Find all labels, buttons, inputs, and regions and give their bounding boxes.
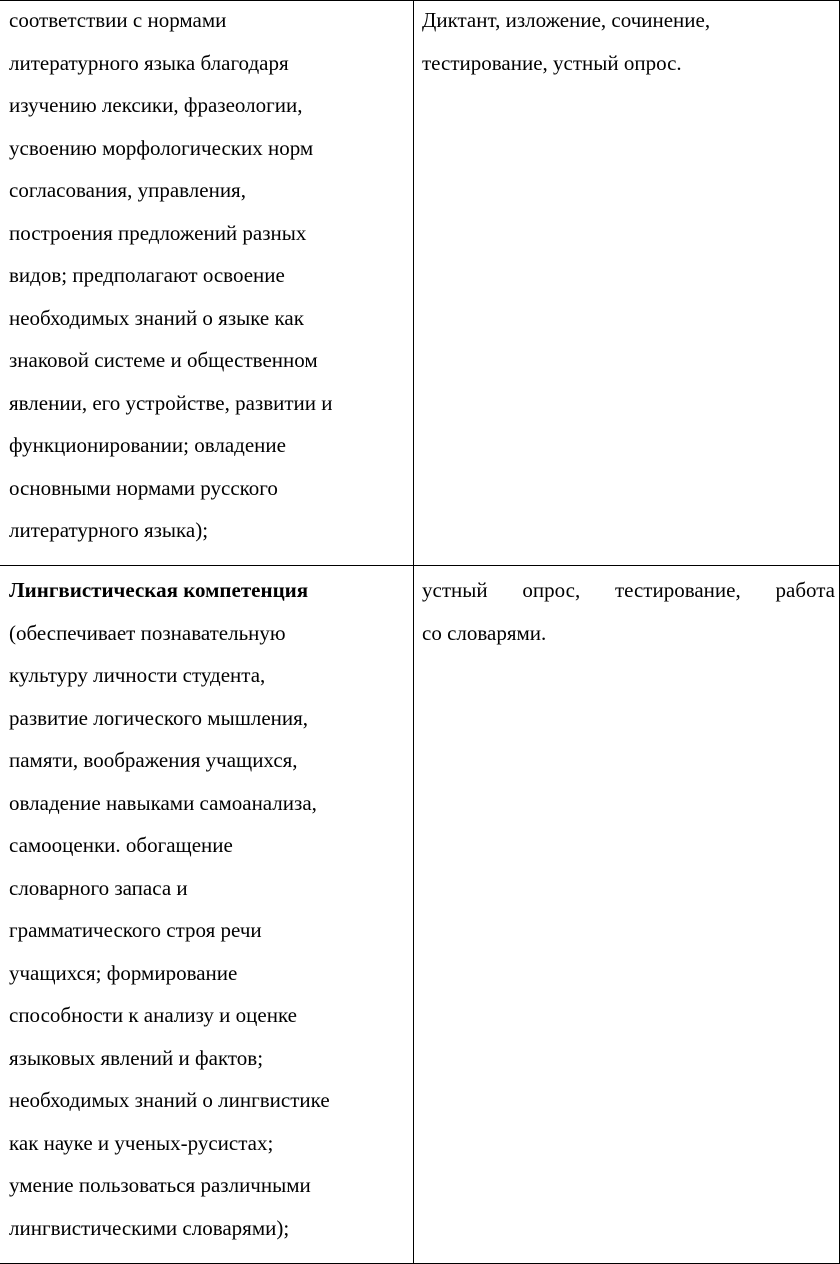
text-line: развитие логического мышления, [9,705,309,730]
competency-heading: Лингвистическая компетенция [9,578,309,602]
text-line: Диктант, изложение, сочинение, [422,8,711,32]
table-row [0,566,840,1264]
text-line: явлении, его устройстве, развитии и [9,390,333,415]
text-line: необходимых знаний о языке как [9,305,304,330]
text-line: языковых явлений и фактов; [9,1045,264,1070]
text-word: устный [422,578,488,602]
text-line: овладение навыками самоанализа, [9,790,317,815]
text-line: усвоению морфологических норм [9,135,314,160]
text-line: согласования, управления, [9,178,246,202]
text-word: тестирование, [614,578,741,602]
text-line: соответствии с нормами [9,8,227,32]
text-line: лингвистическими словарями); [9,1215,290,1240]
assessment-forms-text [422,0,839,84]
text-line: знаковой системе и общественном [9,348,318,372]
assessment-forms-cell [414,1,840,566]
text-line: изучению лексики, фразеологии, [9,93,303,117]
text-line: тестирование, устный опрос. [422,50,682,75]
text-line: литературного языка); [9,518,209,542]
text-line: основными нормами русского [9,475,278,500]
competency-description-cell [0,566,414,1264]
text-line: функционировании; овладение [9,433,286,457]
assessment-forms-cell [414,566,840,1264]
text-line: способности к анализу и оценке [9,1003,297,1027]
text-line: со словарями. [422,620,547,645]
text-line: культуру личности студента, [9,663,266,687]
text-line: видов; предполагают освоение [9,263,285,287]
table-row [0,1,840,566]
text-line: необходимых знаний о лингвистике [9,1088,330,1112]
text-line: литературного языка благодаря [9,50,289,75]
competency-description-text [9,0,407,552]
text-line: (обеспечивает познавательную [9,620,286,645]
text-line: как науке и ученых-русистах; [9,1130,274,1155]
justified-text-line [422,569,839,612]
text-word: опрос, [522,578,581,602]
text-line: грамматического строя речи [9,918,262,942]
text-word: работа [775,578,835,602]
text-line: памяти, воображения учащихся, [9,748,298,772]
text-line: построения предложений разных [9,220,307,245]
text-line: учащихся; формирование [9,960,238,985]
text-line: умение пользоваться различными [9,1173,311,1197]
competency-description-cell [0,1,414,566]
text-line: самооценки. обогащение [9,833,233,857]
text-line: словарного запаса и [9,875,188,900]
